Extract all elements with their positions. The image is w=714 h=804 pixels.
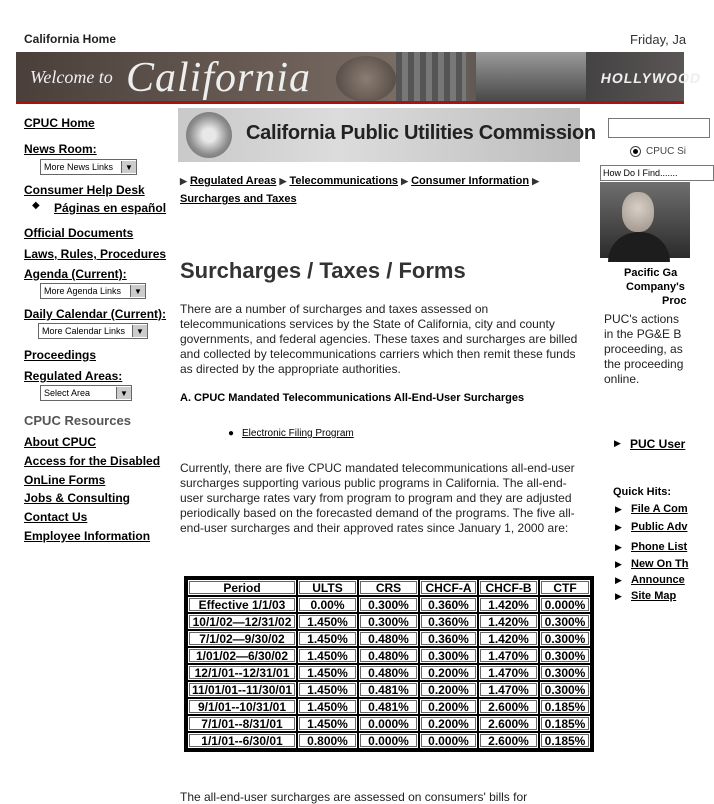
- rate-cell[interactable]: 1.450%: [298, 699, 357, 714]
- actions-line-5: online.: [604, 372, 640, 386]
- breadcrumb-consumer-information[interactable]: Consumer Information: [411, 175, 530, 187]
- quick-hits-heading: Quick Hits:: [613, 486, 672, 498]
- welcome-banner: [16, 52, 703, 104]
- period-cell: 11/01/01--11/30/01: [188, 682, 296, 697]
- sidebar-laws-rules[interactable]: Laws, Rules, Procedures: [24, 247, 167, 261]
- puc-actions-text: [604, 312, 683, 387]
- quick-hit-site-map[interactable]: Site Map: [631, 590, 677, 602]
- puc-user-link[interactable]: PUC User: [630, 437, 686, 451]
- date-text: Friday, Ja: [630, 32, 687, 47]
- sidebar-regulated-areas[interactable]: Regulated Areas:: [24, 369, 123, 383]
- banner-grapes-image: [336, 56, 396, 102]
- sidebar-news-room[interactable]: News Room:: [24, 142, 97, 156]
- area-select[interactable]: [40, 385, 132, 401]
- table-row: [188, 665, 590, 680]
- rate-cell[interactable]: 1.470%: [479, 682, 538, 697]
- sidebar-jobs[interactable]: Jobs & Consulting: [24, 491, 130, 505]
- rate-cell[interactable]: 0.481%: [359, 682, 418, 697]
- triangle-right-icon: ▶: [401, 176, 409, 186]
- table-header-row: [188, 580, 590, 595]
- triangle-right-icon: ▶: [532, 176, 540, 186]
- rate-cell[interactable]: 0.000%: [359, 716, 418, 731]
- header-period: Period: [188, 580, 296, 595]
- rate-cell[interactable]: 0.300%: [540, 682, 590, 697]
- rate-cell[interactable]: 0.300%: [540, 648, 590, 663]
- photo-suit: [608, 232, 670, 262]
- chevron-down-icon: ▼: [130, 285, 145, 297]
- period-cell: 1/1/01--6/30/01: [188, 733, 296, 748]
- photo-face: [622, 192, 654, 232]
- table-row: [188, 614, 590, 629]
- triangle-right-icon: ▶: [615, 504, 622, 514]
- calendar-select-value: More Calendar Links: [42, 326, 126, 336]
- table-row: [188, 597, 590, 612]
- surcharge-rates-table: [184, 576, 594, 752]
- period-cell: Effective 1/1/03: [188, 597, 296, 612]
- rate-cell[interactable]: 0.300%: [540, 631, 590, 646]
- sidebar-about-cpuc[interactable]: About CPUC: [24, 435, 96, 449]
- header-crs[interactable]: CRS: [359, 580, 418, 595]
- commissioner-photo: [600, 182, 690, 258]
- pacific-line-3: Proc: [662, 295, 687, 307]
- breadcrumb: [180, 172, 580, 208]
- news-select-value: More News Links: [44, 162, 114, 172]
- rate-cell[interactable]: 1.450%: [298, 716, 357, 731]
- california-home-link[interactable]: California Home: [24, 32, 117, 46]
- rate-cell[interactable]: 1.450%: [298, 682, 357, 697]
- page-title: Surcharges / Taxes / Forms: [180, 258, 466, 283]
- rate-cell[interactable]: 0.360%: [420, 614, 477, 629]
- sidebar-consumer-help[interactable]: Consumer Help Desk: [24, 183, 145, 197]
- banner-california-title: California: [126, 55, 312, 101]
- rate-cell[interactable]: 0.300%: [420, 648, 477, 663]
- rate-cell[interactable]: 0.00%: [298, 597, 357, 612]
- rate-cell[interactable]: 2.600%: [479, 733, 538, 748]
- banner-hollywood-sign: HOLLYWOOD: [599, 70, 703, 86]
- rate-cell[interactable]: 1.470%: [479, 665, 538, 680]
- rate-cell[interactable]: 0.000%: [420, 733, 477, 748]
- rate-cell[interactable]: 0.200%: [420, 665, 477, 680]
- triangle-right-icon: ▶: [614, 438, 621, 448]
- sidebar-official-documents[interactable]: Official Documents: [24, 226, 134, 240]
- rate-cell[interactable]: 0.000%: [359, 733, 418, 748]
- sidebar-access-disabled[interactable]: Access for the Disabled: [24, 454, 161, 468]
- quick-hit-public-advisor[interactable]: Public Adv: [631, 521, 688, 533]
- triangle-right-icon: ▶: [615, 591, 622, 601]
- rate-cell[interactable]: 0.480%: [359, 665, 418, 680]
- chevron-down-icon: ▼: [121, 161, 136, 173]
- rate-cell[interactable]: 0.185%: [540, 716, 590, 731]
- quick-hit-file-complaint[interactable]: File A Com: [631, 503, 688, 515]
- radio-label: CPUC Si: [646, 146, 687, 157]
- rate-cell[interactable]: 0.200%: [420, 682, 477, 697]
- area-select-value: Select Area: [44, 388, 91, 398]
- rate-cell[interactable]: 0.300%: [359, 614, 418, 629]
- sidebar-contact-us[interactable]: Contact Us: [24, 510, 88, 524]
- pacific-line-2: Company's: [626, 281, 685, 293]
- diamond-bullet-icon: ◆: [32, 200, 40, 211]
- rate-cell[interactable]: 0.300%: [359, 597, 418, 612]
- agenda-links-select[interactable]: [40, 283, 146, 299]
- how-do-i-find-select[interactable]: How Do I Find.......: [600, 165, 714, 181]
- banner-stripe: [16, 101, 684, 104]
- rate-cell[interactable]: 1.450%: [298, 665, 357, 680]
- bottom-paragraph: The all-end-user surcharges are assessed on consumers' bills for: [180, 790, 528, 804]
- actions-line-4: the proceeding: [604, 357, 684, 371]
- actions-line-1: PUC's actions: [604, 312, 679, 326]
- actions-line-3: proceeding, as: [604, 342, 683, 356]
- breadcrumb-surcharges-taxes[interactable]: Surcharges and Taxes: [180, 193, 297, 205]
- search-input[interactable]: [608, 118, 710, 138]
- quick-hit-new-on-this[interactable]: New On Th: [631, 558, 689, 570]
- header-ctf[interactable]: CTF: [540, 580, 590, 595]
- table-row: [188, 699, 590, 714]
- triangle-right-icon: ▶: [615, 559, 622, 569]
- header-ults[interactable]: ULTS: [298, 580, 357, 595]
- header-chcf-b[interactable]: CHCF-B: [479, 580, 538, 595]
- period-cell: 12/1/01--12/31/01: [188, 665, 296, 680]
- breadcrumb-telecommunications[interactable]: Telecommunications: [289, 175, 399, 187]
- triangle-right-icon: ▶: [615, 542, 622, 552]
- table-row: [188, 648, 590, 663]
- rate-cell[interactable]: 1.420%: [479, 614, 538, 629]
- sidebar-online-forms[interactable]: OnLine Forms: [24, 473, 106, 487]
- electronic-filing-program-link[interactable]: Electronic Filing Program: [242, 428, 354, 439]
- period-cell: 10/1/02—12/31/02: [188, 614, 296, 629]
- rate-cell[interactable]: 0.360%: [420, 631, 477, 646]
- rate-cell[interactable]: 1.420%: [479, 597, 538, 612]
- sidebar-proceedings[interactable]: Proceedings: [24, 348, 97, 362]
- cpuc-site-radio[interactable]: [630, 146, 641, 157]
- rate-cell[interactable]: 1.450%: [298, 648, 357, 663]
- period-cell: 7/1/01--8/31/01: [188, 716, 296, 731]
- sidebar-agenda[interactable]: Agenda (Current):: [24, 267, 127, 281]
- bullet-icon: ●: [228, 428, 235, 439]
- sidebar-daily-calendar[interactable]: Daily Calendar (Current):: [24, 307, 167, 321]
- sidebar-employee-info[interactable]: Employee Information: [24, 529, 151, 543]
- rate-cell[interactable]: 0.200%: [420, 716, 477, 731]
- sidebar-cpuc-home[interactable]: CPUC Home: [24, 116, 95, 130]
- table-row: [188, 716, 590, 731]
- breadcrumb-regulated-areas[interactable]: Regulated Areas: [189, 175, 277, 187]
- header-chcf-a[interactable]: CHCF-A: [420, 580, 477, 595]
- rate-cell[interactable]: 1.450%: [298, 631, 357, 646]
- rate-cell[interactable]: 1.420%: [479, 631, 538, 646]
- news-links-select[interactable]: [40, 159, 137, 175]
- rate-cell[interactable]: 0.480%: [359, 648, 418, 663]
- puc-header-title: California Public Utilities Commission: [246, 122, 596, 144]
- surcharges-paragraph: Currently, there are five CPUC mandated telecommunications all-end-user surcharges supporting various public programs in California. The all-end-user surcharge rates vary from program to program and they are adjusted periodically based on the forecasted demand of the programs. The five all-end-user surcharges and their approved rates since January 1, 2000 are:: [180, 461, 575, 535]
- actions-line-2: in the PG&E B: [604, 327, 682, 341]
- rate-cell[interactable]: 0.200%: [420, 699, 477, 714]
- agenda-select-value: More Agenda Links: [44, 286, 122, 296]
- rate-cell[interactable]: 0.800%: [298, 733, 357, 748]
- banner-cable-car-image: [396, 52, 466, 104]
- rate-cell[interactable]: 1.450%: [298, 614, 357, 629]
- section-a-heading: A. CPUC Mandated Telecommunications All-End-User Surcharges: [180, 392, 525, 404]
- period-cell: 7/1/02—9/30/02: [188, 631, 296, 646]
- rate-cell[interactable]: 0.481%: [359, 699, 418, 714]
- cpuc-resources-heading: CPUC Resources: [24, 413, 131, 428]
- quick-hit-phone-list[interactable]: Phone List: [631, 541, 688, 553]
- calendar-links-select[interactable]: [38, 323, 148, 339]
- banner-city-image: [476, 52, 586, 104]
- rate-cell[interactable]: 0.185%: [540, 699, 590, 714]
- quick-hit-announcements[interactable]: Announce: [631, 574, 685, 586]
- pacific-gas-heading: [624, 266, 686, 308]
- rate-cell[interactable]: 0.300%: [540, 665, 590, 680]
- rate-cell[interactable]: 2.600%: [479, 716, 538, 731]
- period-cell: 1/01/02—6/30/02: [188, 648, 296, 663]
- rate-cell[interactable]: 0.185%: [540, 733, 590, 748]
- rate-cell[interactable]: 0.000%: [540, 597, 590, 612]
- rate-cell[interactable]: 1.470%: [479, 648, 538, 663]
- pacific-line-1: Pacific Ga: [624, 267, 678, 279]
- triangle-right-icon: ▶: [615, 575, 622, 585]
- chevron-down-icon: ▼: [132, 325, 147, 337]
- rate-cell[interactable]: 0.480%: [359, 631, 418, 646]
- rate-cell[interactable]: 0.360%: [420, 597, 477, 612]
- sidebar-espanol[interactable]: Páginas en español: [54, 201, 167, 215]
- chevron-down-icon: ▼: [116, 387, 131, 399]
- table-row: [188, 682, 590, 697]
- state-seal-icon: [186, 112, 232, 158]
- intro-paragraph: There are a number of surcharges and taxes assessed on telecommunications services by the State of California, city and county governments, and federal agencies. These taxes and surcharges are billed and collected by telecommunications carriers which then remit these funds as directed by the appropriate authorities.: [180, 302, 578, 376]
- triangle-right-icon: ▶: [180, 176, 187, 186]
- rate-cell[interactable]: 2.600%: [479, 699, 538, 714]
- banner-welcome-text: Welcome to: [30, 67, 113, 87]
- rate-cell[interactable]: 0.300%: [540, 614, 590, 629]
- table-row: [188, 631, 590, 646]
- table-row: [188, 733, 590, 748]
- period-cell: 9/1/01--10/31/01: [188, 699, 296, 714]
- triangle-right-icon: ▶: [279, 176, 287, 186]
- triangle-right-icon: ▶: [615, 522, 622, 532]
